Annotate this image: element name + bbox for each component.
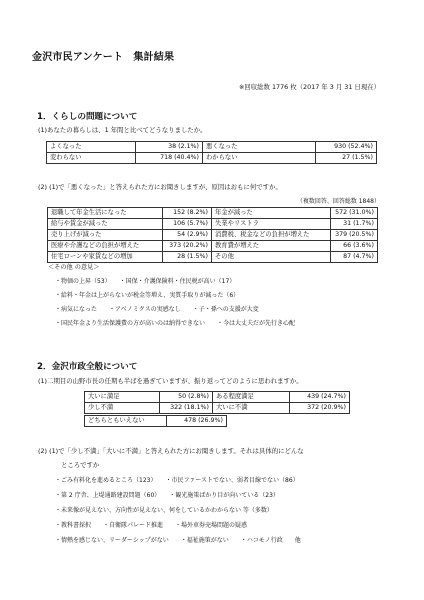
comment-line: ・物価の上昇（53） ・国保・介護保険料・住民税が高い（17） — [55, 278, 236, 285]
table-cell-value: 930 (52.4%) — [316, 142, 377, 153]
table-cell-value: 66 (3.6%) — [331, 241, 378, 252]
section-1-heading: 1．くらしの問題について — [37, 112, 138, 122]
s2-q2-question-cont: ところですか — [61, 461, 100, 469]
table-cell-value: 50 (2.8%) — [160, 392, 213, 403]
table-cell-value: 54 (2.9%) — [163, 230, 212, 241]
document-title: 金沢市民アンケート 集計結果 — [32, 52, 175, 63]
s1-q2-note: （複数回答、回答総数 1848） — [296, 198, 380, 205]
table-cell-label: 失業やリストラ — [212, 219, 331, 230]
table-cell-label: 消費税、税金などの負担が増えた — [212, 230, 331, 241]
table-row — [85, 392, 350, 403]
table-cell-label: どちらともいえない — [85, 416, 167, 427]
table-row — [48, 219, 378, 230]
table-cell-value: 322 (18.1%) — [160, 403, 213, 414]
table-row — [47, 153, 377, 164]
table-cell-label: 医療や介護などの負担が増えた — [48, 241, 163, 252]
table-cell-value: 379 (20.5%) — [331, 230, 378, 241]
table-cell-value: 152 (8.2%) — [163, 208, 212, 219]
table-cell-label: 大いに不満 — [213, 403, 290, 414]
table-cell-label: 退職して年金生活になった — [48, 208, 163, 219]
table-cell-label: ある程度満足 — [213, 392, 290, 403]
table-cell-label: 変わらない — [47, 153, 136, 164]
table-cell-value: 27 (1.5%) — [316, 153, 377, 164]
table-cell-value: 373 (20.2%) — [163, 241, 212, 252]
table-row — [47, 142, 377, 153]
table-cell-label: 給与や賃金が減った — [48, 219, 163, 230]
comment-line: ・給料・年金は上がらないが税金等増え、実質手取りが減った（6） — [55, 292, 240, 299]
table-row — [48, 208, 378, 219]
section-2-heading: 2．金沢市政全般について — [37, 362, 138, 372]
comment-line: ・ごみ有料化を進めるところ（123） ・市民ファーストでない、弱者目線でない（86） — [55, 477, 299, 484]
s2-q2-question: (2) (1)で「少し不満」「大いに不満」と答えられた方にお聞きします。それは具体的にどんな — [38, 447, 304, 455]
comment-line: ・教科書採択 ・自衛隊パレード推進 ・場外車券売場問題の疑惑 — [55, 522, 248, 529]
comment-line: ・国民年金より生活保護費の方が高いのは納得できない ・今は大丈夫だが先行き心配 — [55, 320, 296, 327]
s2-q1-table-last — [84, 415, 227, 427]
table-cell-value: 372 (20.9%) — [290, 403, 350, 414]
collection-note: ※回収総数 1776 枚（2017 年 3 月 31 日現在） — [239, 83, 380, 91]
table-cell-label: よくなった — [47, 142, 136, 153]
s2-q1-table — [84, 391, 350, 414]
table-cell-label: 年金が減った — [212, 208, 331, 219]
s1-q2-question: (2) (1)で「悪くなった」と答えられた方にお聞きしますが、原因はおもに何ですか。 — [38, 183, 282, 191]
s2-q1-question: (1)二期目の山野市長の任期も半ばを過ぎていますが、振り返ってどのように思われますか。 — [38, 377, 303, 385]
table-cell-label: 教育費が増えた — [212, 241, 331, 252]
table-cell-value: 572 (31.0%) — [331, 208, 378, 219]
table-cell-value: 718 (40.4%) — [136, 153, 203, 164]
comment-line: ・病気になった ・アベノミクスの実感なし ・子・孫への支援が大変 — [55, 306, 259, 313]
table-cell-value: 478 (26.9%) — [167, 416, 227, 427]
table-cell-label: 悪くなった — [203, 142, 316, 153]
comment-line: ・第 2 庁舎、上堤通路建設問題（60） ・観光施策ばかり目が向いている（23） — [55, 492, 279, 499]
table-cell-label: 少し不満 — [85, 403, 160, 414]
s1-q1-table — [46, 141, 377, 164]
table-cell-value: 106 (5.7%) — [163, 219, 212, 230]
table-cell-value: 439 (24.7%) — [290, 392, 350, 403]
table-row — [48, 241, 378, 252]
table-row — [48, 252, 378, 263]
table-row — [85, 416, 227, 427]
table-cell-value: 28 (1.5%) — [163, 252, 212, 263]
table-row — [85, 403, 350, 414]
s1-q1-question: (1)あなたの暮らしは、1 年間と比べてどうなりましたか。 — [38, 126, 207, 134]
table-cell-value: 31 (1.7%) — [331, 219, 378, 230]
table-cell-label: 住宅ローンや家賃などの増加 — [48, 252, 163, 263]
table-cell-label: 大いに満足 — [85, 392, 160, 403]
table-cell-label: わからない — [203, 153, 316, 164]
table-cell-label: その他 — [212, 252, 331, 263]
table-row — [48, 230, 378, 241]
table-cell-value: 87 (4.7%) — [331, 252, 378, 263]
table-cell-value: 38 (2.1%) — [136, 142, 203, 153]
table-cell-label: 売り上げが減った — [48, 230, 163, 241]
comment-line: ・情熱を感じない、リーダーシップがない ・福祉施策がない ・ハコモノ行政 他 — [55, 537, 301, 544]
s1-q2-table — [47, 207, 378, 263]
comment-line: ・未来像が見えない、方向性が見えない、何をしているかわからない 等（多数） — [55, 507, 273, 514]
s1-comments-title: ＜その他 の意見＞ — [48, 264, 100, 271]
